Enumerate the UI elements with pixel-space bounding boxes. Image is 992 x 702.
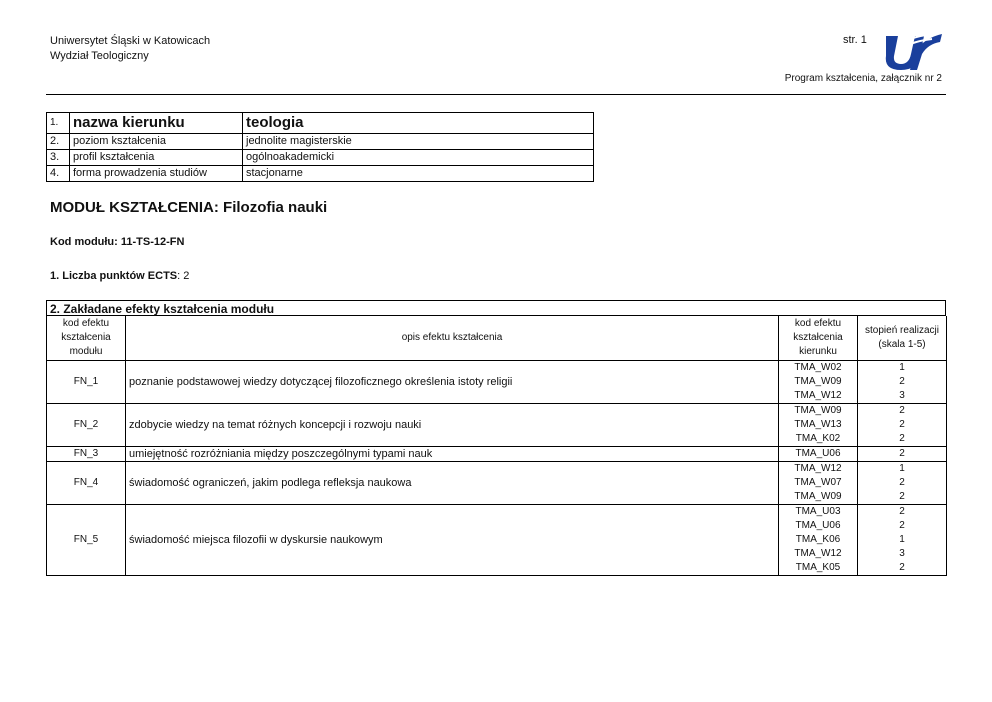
levels — [858, 361, 947, 404]
col-header-desc: opis efektu kształcenia — [126, 316, 779, 361]
program-code: TMA_W12 — [794, 548, 842, 559]
program-codes — [779, 505, 858, 576]
program-info-table — [46, 112, 594, 182]
outcome-code: FN_5 — [47, 505, 126, 576]
outcomes-title: 2. Zakładane efekty kształcenia modułu — [46, 300, 946, 316]
outcome-desc: poznanie podstawowej wiedzy dotyczącej filozoficznego określenia istoty religii — [126, 361, 779, 404]
level-value: 1 — [899, 534, 905, 545]
ects-line — [50, 270, 189, 282]
table-row — [47, 462, 947, 505]
levels — [858, 505, 947, 576]
col-header-code: kod efektu kształcenia modułu — [47, 316, 126, 361]
info-value: teologia — [243, 113, 594, 134]
info-num: 2. — [47, 134, 70, 150]
info-num: 4. — [47, 166, 70, 182]
level-value: 2 — [899, 405, 905, 416]
level-value: 1 — [899, 362, 905, 373]
faculty-name: Wydział Teologiczny — [50, 50, 149, 62]
table-row — [47, 404, 947, 447]
program-codes — [779, 462, 858, 505]
header-institution — [50, 34, 210, 64]
table-row — [47, 505, 947, 576]
outcome-code: FN_3 — [47, 447, 126, 462]
info-label: nazwa kierunku — [70, 113, 243, 134]
program-code: TMA_W07 — [794, 477, 842, 488]
info-label: forma prowadzenia studiów — [70, 166, 243, 182]
outcome-desc: świadomość miejsca filozofii w dyskursie naukowym — [126, 505, 779, 576]
ects-value: : 2 — [177, 270, 190, 282]
info-row — [47, 166, 594, 182]
info-label: profil kształcenia — [70, 150, 243, 166]
program-code: TMA_W02 — [794, 362, 842, 373]
outcome-desc: zdobycie wiedzy na temat różnych koncepcji i rozwoju nauki — [126, 404, 779, 447]
level-value: 2 — [899, 448, 905, 459]
program-code: TMA_K06 — [795, 534, 841, 545]
level-value: 2 — [899, 433, 905, 444]
level-value: 2 — [899, 419, 905, 430]
outcomes-section — [46, 300, 946, 576]
info-label: poziom kształcenia — [70, 134, 243, 150]
page-number: str. 1 — [843, 34, 867, 46]
info-value: jednolite magisterskie — [243, 134, 594, 150]
program-code: TMA_U03 — [795, 506, 841, 517]
outcome-code: FN_1 — [47, 361, 126, 404]
level-value: 2 — [899, 520, 905, 531]
outcome-code: FN_2 — [47, 404, 126, 447]
info-row — [47, 113, 594, 134]
program-codes — [779, 447, 858, 462]
outcome-desc: umiejętność rozróżniania między poszczególnymi typami nauk — [126, 447, 779, 462]
col-header-level: stopień realizacji (skala 1-5) — [858, 316, 947, 361]
level-value: 2 — [899, 477, 905, 488]
level-value: 2 — [899, 491, 905, 502]
program-note: Program kształcenia, załącznik nr 2 — [784, 73, 942, 84]
program-codes — [779, 404, 858, 447]
outcomes-header-row — [47, 316, 947, 361]
program-code: TMA_K05 — [795, 562, 841, 573]
level-value: 2 — [899, 562, 905, 573]
outcomes-table — [46, 316, 947, 576]
program-code: TMA_W13 — [794, 419, 842, 430]
module-code: Kod modułu: 11-TS-12-FN — [50, 236, 185, 248]
col-header-program: kod efektu kształcenia kierunku — [779, 316, 858, 361]
info-num: 3. — [47, 150, 70, 166]
outcome-desc: świadomość ograniczeń, jakim podlega refleksja naukowa — [126, 462, 779, 505]
program-code: TMA_U06 — [795, 520, 841, 531]
info-num: 1. — [47, 113, 70, 134]
program-codes — [779, 361, 858, 404]
level-value: 3 — [899, 548, 905, 559]
header-divider — [46, 94, 946, 95]
levels — [858, 447, 947, 462]
levels — [858, 462, 947, 505]
outcome-code: FN_4 — [47, 462, 126, 505]
program-code: TMA_W12 — [794, 390, 842, 401]
program-code: TMA_W09 — [794, 491, 842, 502]
table-row — [47, 361, 947, 404]
level-value: 2 — [899, 506, 905, 517]
level-value: 3 — [899, 390, 905, 401]
program-code: TMA_W09 — [794, 376, 842, 387]
info-row — [47, 150, 594, 166]
level-value: 1 — [899, 463, 905, 474]
ects-label: 1. Liczba punktów ECTS — [50, 270, 178, 282]
levels — [858, 404, 947, 447]
program-code: TMA_U06 — [795, 448, 841, 459]
level-value: 2 — [899, 376, 905, 387]
program-code: TMA_W12 — [794, 463, 842, 474]
program-code: TMA_W09 — [794, 405, 842, 416]
info-value: ogólnoakademicki — [243, 150, 594, 166]
module-title: MODUŁ KSZTAŁCENIA: Filozofia nauki — [50, 199, 328, 216]
university-name: Uniwersytet Śląski w Katowicach — [50, 35, 211, 47]
table-row — [47, 447, 947, 462]
program-code: TMA_K02 — [795, 433, 841, 444]
info-row — [47, 134, 594, 150]
info-value: stacjonarne — [243, 166, 594, 182]
university-logo — [884, 30, 942, 72]
